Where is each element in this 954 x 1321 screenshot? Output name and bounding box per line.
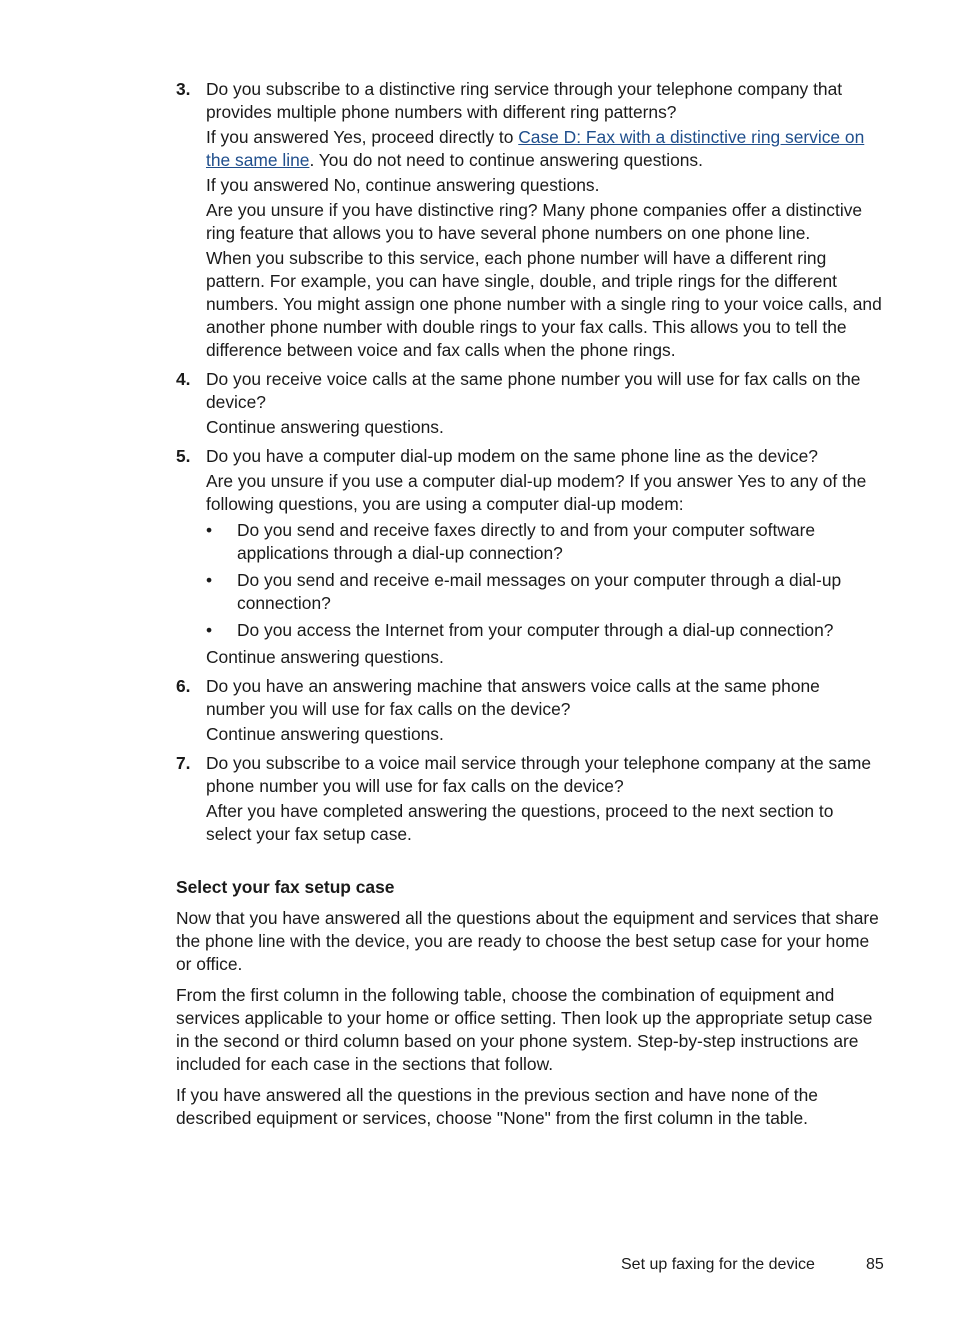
section-paragraph: If you have answered all the questions in the previous section and have none of the described equipment or services, choose "None" from the first column in the table. bbox=[176, 1085, 818, 1128]
question-4 bbox=[176, 368, 882, 441]
question-number: 3. bbox=[176, 79, 191, 99]
question-number: 7. bbox=[176, 753, 191, 773]
question-number: 5. bbox=[176, 446, 191, 466]
bullet-text: Do you send and receive faxes directly to and from your computer software applications through a dial-up connection? bbox=[237, 520, 816, 563]
section-paragraph: From the first column in the following table, choose the combination of equipment and services applicable to your home or office setting. Then look up the appropriate setup case in the second or third column based on your phone system. Step-by-step instructions are included for each case in the sections that follow. bbox=[176, 985, 873, 1074]
bullet-icon: • bbox=[206, 520, 213, 540]
question-text: Do you have a computer dial-up modem on the same phone line as the device? bbox=[206, 446, 818, 466]
question-body bbox=[206, 752, 882, 848]
list-item bbox=[206, 519, 882, 565]
page-content bbox=[176, 78, 882, 1138]
question-7 bbox=[176, 752, 882, 848]
question-number: 4. bbox=[176, 369, 191, 389]
continue-instruction: Continue answering questions. bbox=[206, 724, 444, 744]
instruction-prefix: If you answered Yes, proceed directly to bbox=[206, 127, 519, 147]
bullet-icon: • bbox=[206, 620, 213, 640]
question-3 bbox=[176, 78, 882, 364]
section-heading: Select your fax setup case bbox=[176, 877, 395, 897]
question-text: Do you receive voice calls at the same phone number you will use for fax calls on the device? bbox=[206, 369, 861, 412]
question-body bbox=[206, 368, 882, 441]
case-d-link[interactable]: Case D: Fax with a distinctive ring service on the same line bbox=[206, 127, 865, 170]
explanation-paragraph: When you subscribe to this service, each phone number will have a different ring pattern. For example, you can have single, double, and triple rings for the different numbers. You might assign one phone number with a single ring to your voice calls, and another phone number with double rings to your fax calls. This allows you to tell the difference between voice and fax calls when the phone rings. bbox=[206, 248, 882, 360]
continue-instruction: Continue answering questions. bbox=[206, 417, 444, 437]
bullet-text: Do you access the Internet from your computer through a dial-up connection? bbox=[237, 620, 834, 640]
bullet-text: Do you send and receive e-mail messages on your computer through a dial-up connection? bbox=[237, 570, 842, 613]
bullet-list bbox=[206, 519, 882, 642]
page-number: 85 bbox=[866, 1256, 884, 1273]
question-body bbox=[206, 78, 882, 364]
list-item bbox=[206, 619, 882, 642]
list-item bbox=[206, 569, 882, 615]
bullet-icon: • bbox=[206, 570, 213, 590]
answer-no-instruction: If you answered No, continue answering questions. bbox=[206, 175, 600, 195]
question-text: Do you have an answering machine that answers voice calls at the same phone number you will use for fax calls on the device? bbox=[206, 676, 820, 719]
question-text: Do you subscribe to a distinctive ring service through your telephone company that provides multiple phone numbers with different ring patterns? bbox=[206, 79, 843, 122]
question-6 bbox=[176, 675, 882, 748]
next-section-instruction: After you have completed answering the questions, proceed to the next section to select your fax setup case. bbox=[206, 801, 834, 844]
question-list bbox=[176, 78, 882, 848]
question-5 bbox=[176, 445, 882, 671]
question-body bbox=[206, 445, 882, 671]
answer-yes-instruction bbox=[206, 126, 882, 172]
question-text: Do you subscribe to a voice mail service through your telephone company at the same phone number you will use for fax calls on the device? bbox=[206, 753, 872, 796]
section-paragraph: Now that you have answered all the questions about the equipment and services that share the phone line with the device, you are ready to choose the best setup case for your home or office. bbox=[176, 908, 879, 974]
explanation-paragraph: Are you unsure if you use a computer dial-up modem? If you answer Yes to any of the following questions, you are using a computer dial-up modem: bbox=[206, 471, 867, 514]
footer-title: Set up faxing for the device bbox=[621, 1256, 815, 1273]
question-body bbox=[206, 675, 882, 748]
question-number: 6. bbox=[176, 676, 191, 696]
instruction-suffix: . You do not need to continue answering questions. bbox=[309, 150, 703, 170]
explanation-paragraph: Are you unsure if you have distinctive ring? Many phone companies offer a distinctive ring feature that allows you to have several phone numbers on one phone line. bbox=[206, 200, 863, 243]
continue-instruction: Continue answering questions. bbox=[206, 647, 444, 667]
